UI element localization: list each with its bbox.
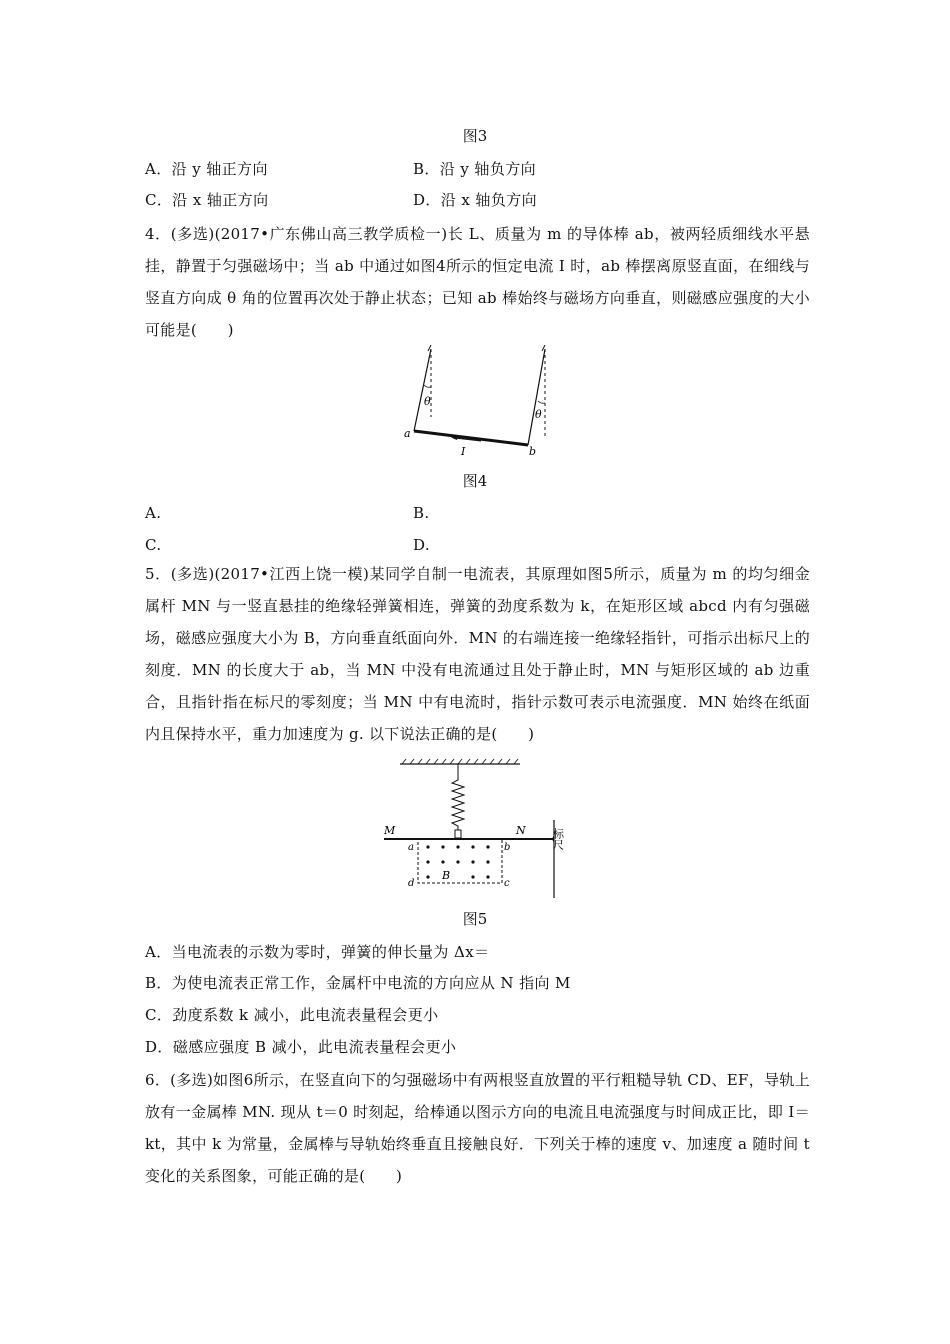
label-c: c (504, 878, 510, 889)
q3-option-b: B．沿 y 轴负方向 (413, 160, 537, 178)
label-n: N (516, 824, 526, 837)
q3-option-a: A．沿 y 轴正方向 (145, 160, 268, 178)
q4-question-text: 4．(多选)(2017•广东佛山高三教学质检一)长 L、质量为 m 的导体棒 ab，被两轻质细线水平悬挂，静置于匀强磁场中；当 ab 中通过如图4所示的恒定电流 I 时，ab 棒摆离原竖直面，在细线与竖直方向成 θ 角的位置再次处于静止状态；已知 ab 棒始终与磁场方向垂直，则磁感应强度的大小可能是( ) (145, 225, 810, 339)
q4-option-b: B. (413, 504, 430, 522)
label-a: a (408, 842, 414, 853)
ceiling-hatch (402, 759, 518, 764)
q4-option-a: A. (145, 504, 162, 522)
right-thread (528, 349, 545, 445)
figure-5-diagram (380, 758, 580, 900)
figure-4-diagram (395, 345, 555, 460)
q5-option-d: D．磁感应强度 B 减小，此电流表量程会更小 (145, 1038, 457, 1056)
label-field-b: B (442, 869, 451, 882)
label-scale: 标尺 (551, 828, 565, 850)
field-dots (426, 845, 489, 878)
label-current-i: I (461, 445, 466, 458)
label-a: a (404, 427, 411, 440)
label-d: d (408, 878, 415, 889)
spring-connector (455, 830, 461, 838)
left-thread (414, 349, 431, 431)
right-theta-label: θ (535, 408, 542, 421)
label-b: b (504, 842, 511, 853)
figure-5-caption: 图5 (462, 910, 488, 928)
conductor-rod-ab (414, 431, 528, 445)
figure-3-caption: 图3 (462, 127, 488, 145)
q5-question-text: 5．(多选)(2017•江西上饶一模)某同学自制一电流表，其原理如图5所示，质量为 m 的均匀细金属杆 MN 与一竖直悬挂的绝缘轻弹簧相连，弹簧的劲度系数为 k，在矩形区域 abcd 内有匀强磁场，磁感应强度大小为 B，方向垂直纸面向外．MN 的右端连接一绝缘轻指针，可指示出标尺上的刻度．MN 的长度大于 ab，当 MN 中没有电流通过且处于静止时，MN 与矩形区域的 ab 边重合，且指针指在标尺的零刻度；当 MN 中有电流时，指针示数可表示电流强度．MN 始终在纸面内且保持水平，重力加速度为 g. 以下说法正确的是( ) (145, 565, 810, 743)
q3-option-d: D．沿 x 轴负方向 (413, 191, 538, 209)
q5-option-b: B．为使电流表正常工作，金属杆中电流的方向应从 N 指向 M (145, 974, 571, 992)
label-b: b (529, 445, 537, 458)
label-m: M (384, 824, 396, 837)
q3-option-c: C．沿 x 轴正方向 (145, 191, 269, 209)
q4-option-d: D. (413, 536, 431, 554)
q6-question-text: 6．(多选)如图6所示，在竖直向下的匀强磁场中有两根竖直放置的平行粗糙导轨 CD、EF，导轨上放有一金属棒 MN. 现从 t＝0 时刻起，给棒通以图示方向的电流且电流强度与时间成正比，即 I＝kt，其中 k 为常量，金属棒与导轨始终垂直且接触良好．下列关于棒的速度 v、加速度 a 随时间 t 变化的关系图象，可能正确的是( ) (145, 1071, 810, 1185)
q4-option-c: C. (145, 536, 162, 554)
left-angle-arc (424, 385, 431, 387)
spring (452, 764, 464, 830)
left-theta-label: θ (424, 395, 431, 408)
right-angle-arc (538, 401, 545, 403)
figure-4-caption: 图4 (462, 472, 488, 490)
q5-option-c: C．劲度系数 k 减小，此电流表量程会更小 (145, 1006, 439, 1024)
q5-option-a: A．当电流表的示数为零时，弹簧的伸长量为 Δx＝ (145, 943, 490, 961)
